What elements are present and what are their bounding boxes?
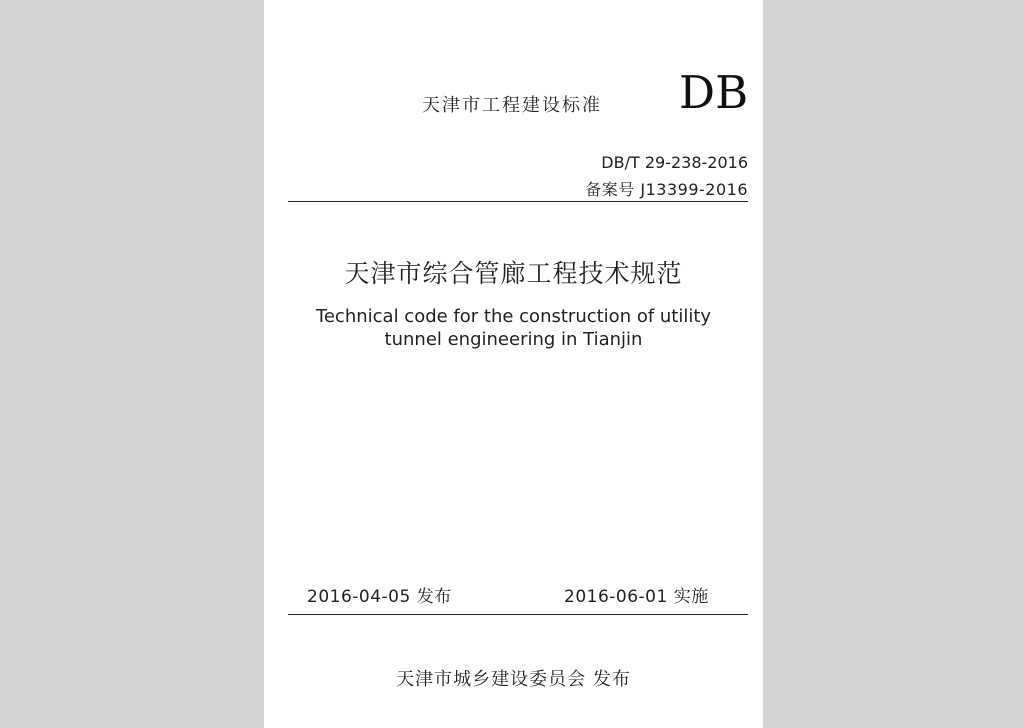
document-title-english-line2: tunnel engineering in Tianjin <box>384 329 643 350</box>
record-number: 备案号 J13399-2016 <box>585 180 748 199</box>
top-divider <box>288 201 748 202</box>
standard-series-label: 天津市工程建设标准 <box>422 95 602 116</box>
effective-date: 2016-06-01 实施 <box>564 587 709 607</box>
bottom-divider <box>288 614 748 615</box>
publisher: 天津市城乡建设委员会 发布 <box>396 669 631 690</box>
publish-date: 2016-04-05 发布 <box>307 587 452 607</box>
db-logo: DB <box>679 66 749 119</box>
standard-code: DB/T 29-238-2016 <box>601 153 748 172</box>
document-title-chinese: 天津市综合管廊工程技术规范 <box>344 259 683 288</box>
document-title-english-line1: Technical code for the construction of utility <box>315 306 712 327</box>
